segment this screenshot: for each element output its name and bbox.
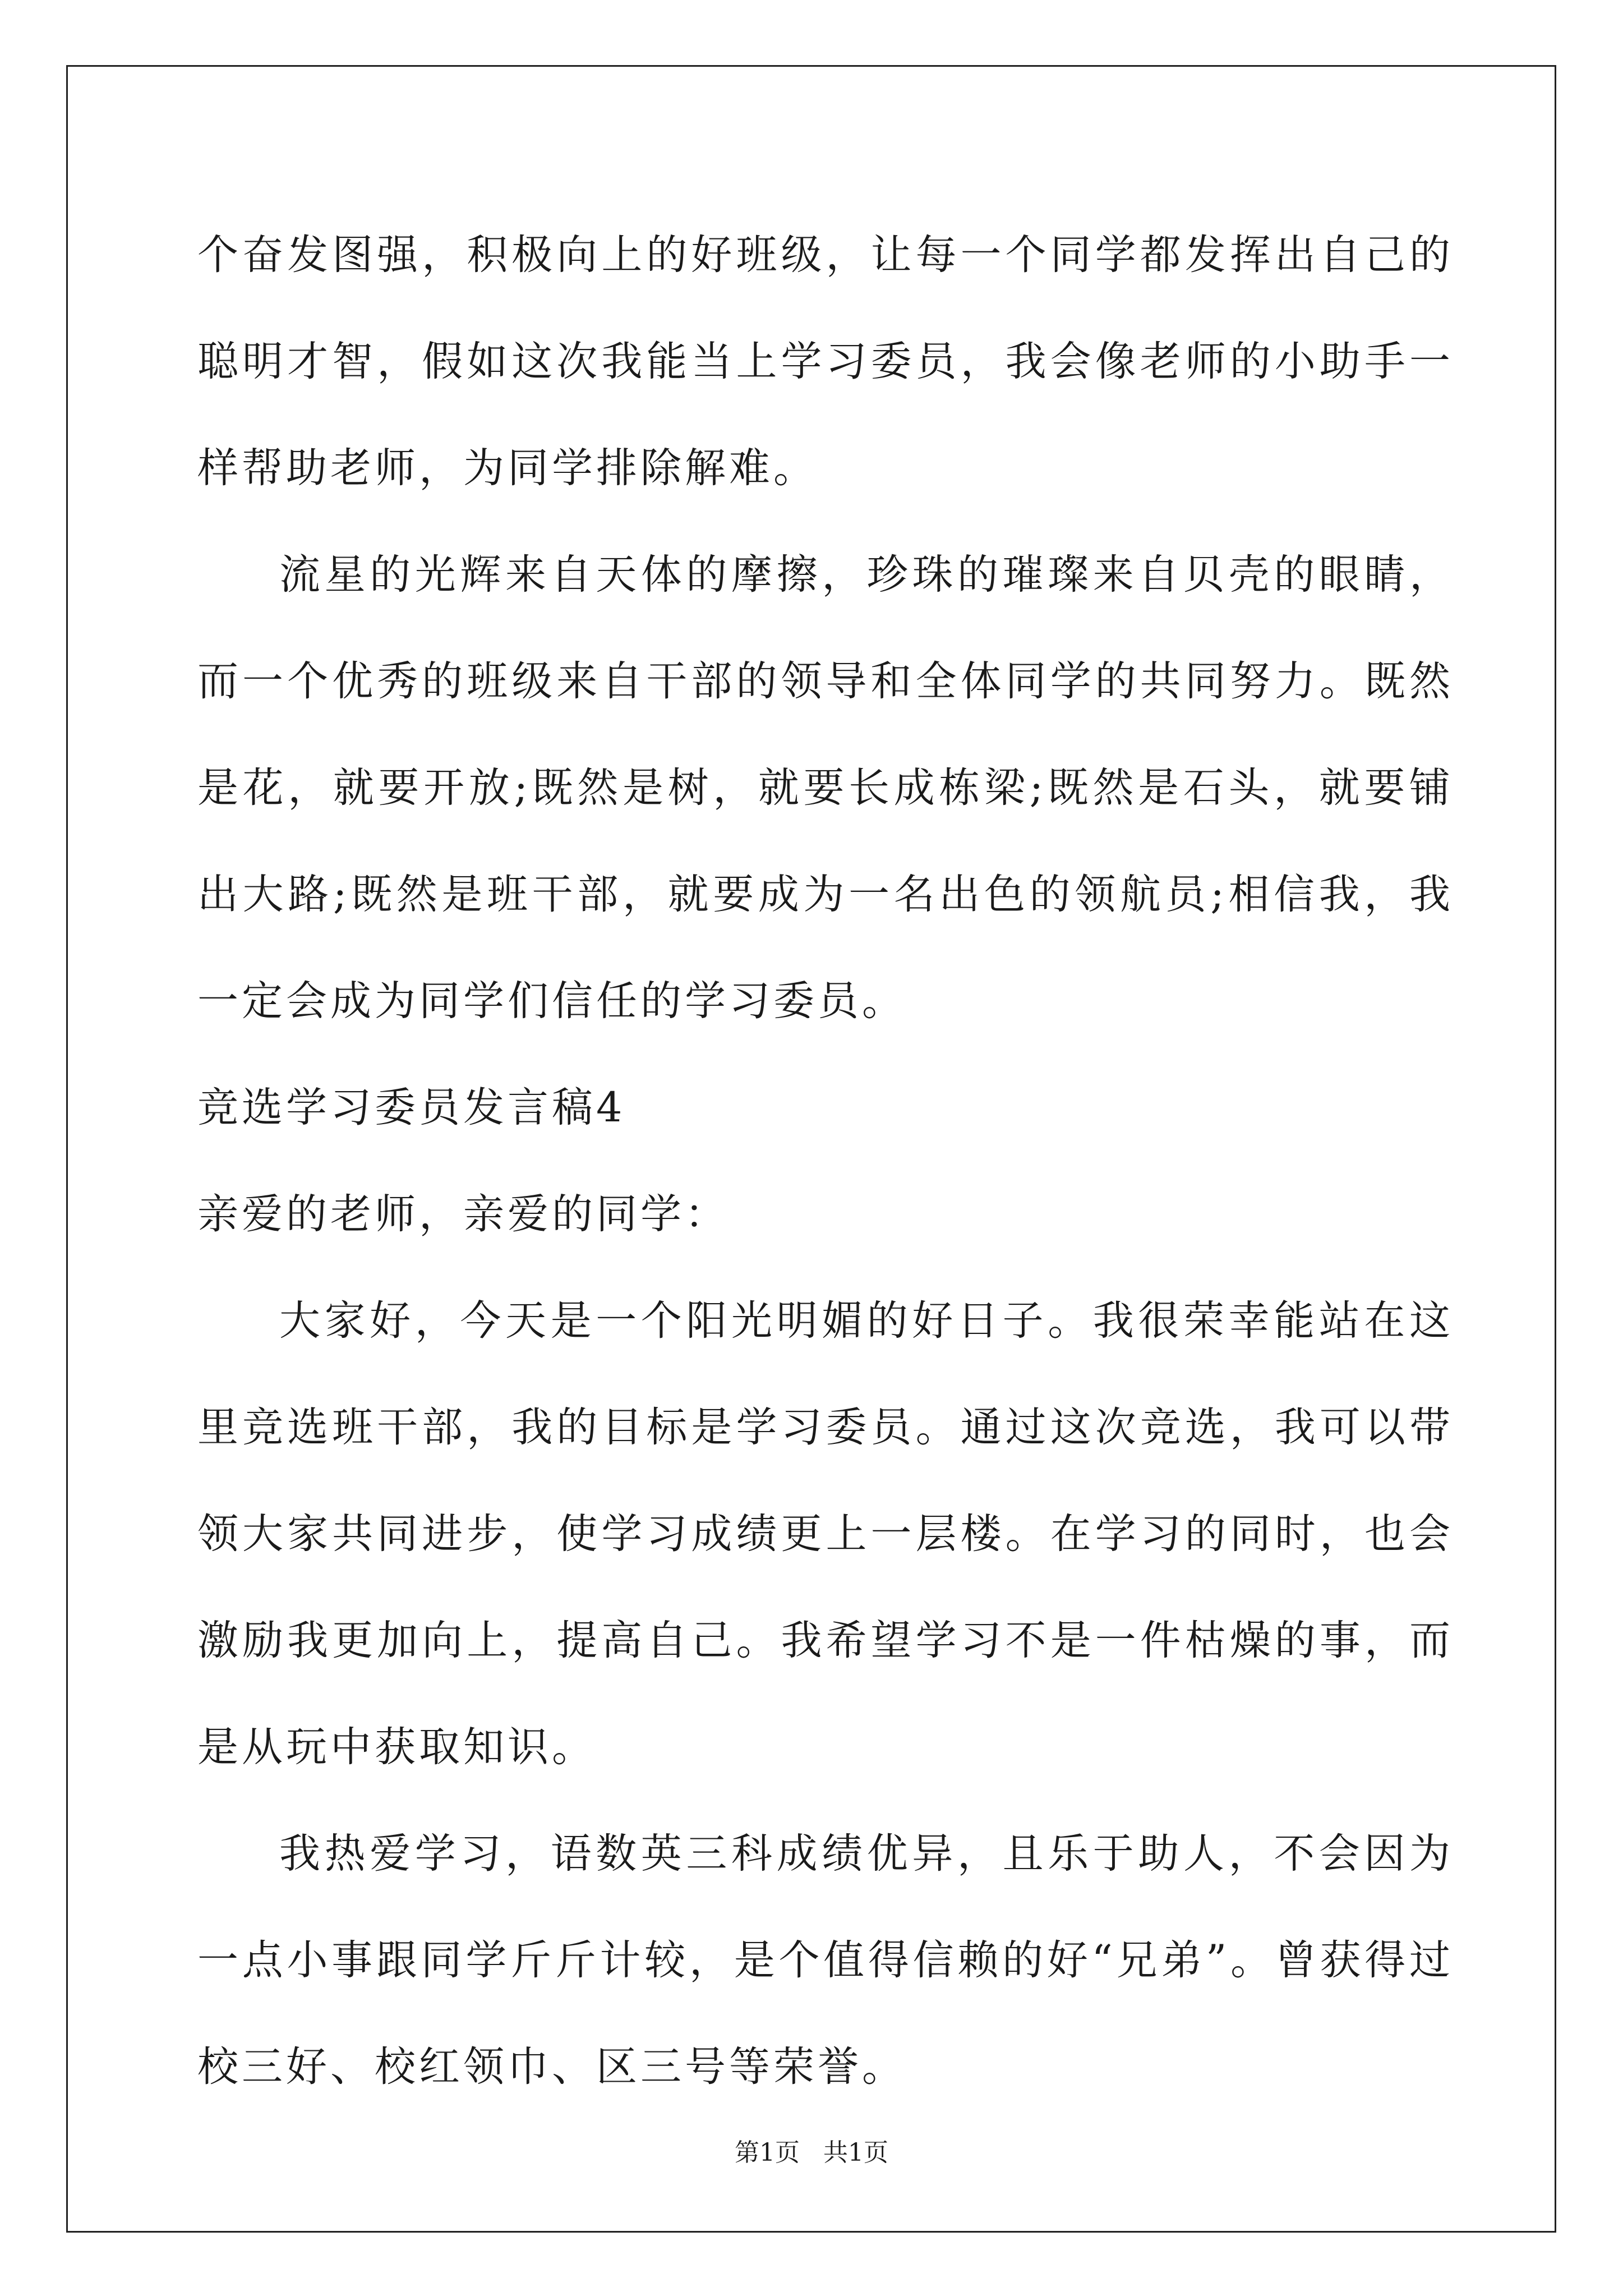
paragraph-3: 大家好，今天是一个阳光明媚的好日子。我很荣幸能站在这里竞选班干部，我的目标是学习委员。通过这次竞选，我可以带领大家共同进步，使学习成绩更上一层楼。在学习的同时，也会激励我更加向上，提高自己。我希望学习不是一件枯燥的事，而是从玩中获取知识。 <box>197 1297 1454 1771</box>
paragraph-2: 流星的光辉来自天体的摩擦，珍珠的璀璨来自贝壳的眼睛，而一个优秀的班级来自干部的领导和全体同学的共同努力。既然是花，就要开放;既然是树，就要长成栋梁;既然是石头，就要铺出大路;既然是班干部，就要成为一名出色的领航员;相信我，我一定会成为同学们信任的学习委员。 <box>197 551 1454 1025</box>
paragraph-1: 个奋发图强，积极向上的好班级，让每一个同学都发挥出自己的聪明才智，假如这次我能当上学习委员，我会像老师的小助手一样帮助老师，为同学排除解难。 <box>197 231 1454 492</box>
page-footer <box>0 2136 1623 2170</box>
paragraph-4: 我热爱学习，语数英三科成绩优异，且乐于助人，不会因为一点小事跟同学斤斤计较，是个值得信赖的好“兄弟”。曾获得过校三好、校红领巾、区三号等荣誉。 <box>197 1830 1454 2091</box>
page-number: 第1页 <box>735 2138 800 2167</box>
salutation: 亲爱的老师，亲爱的同学： <box>197 1190 729 1238</box>
document-body <box>197 202 1454 2120</box>
section-title: 竞选学习委员发言稿4 <box>197 1084 626 1131</box>
page-total: 共1页 <box>823 2138 888 2167</box>
